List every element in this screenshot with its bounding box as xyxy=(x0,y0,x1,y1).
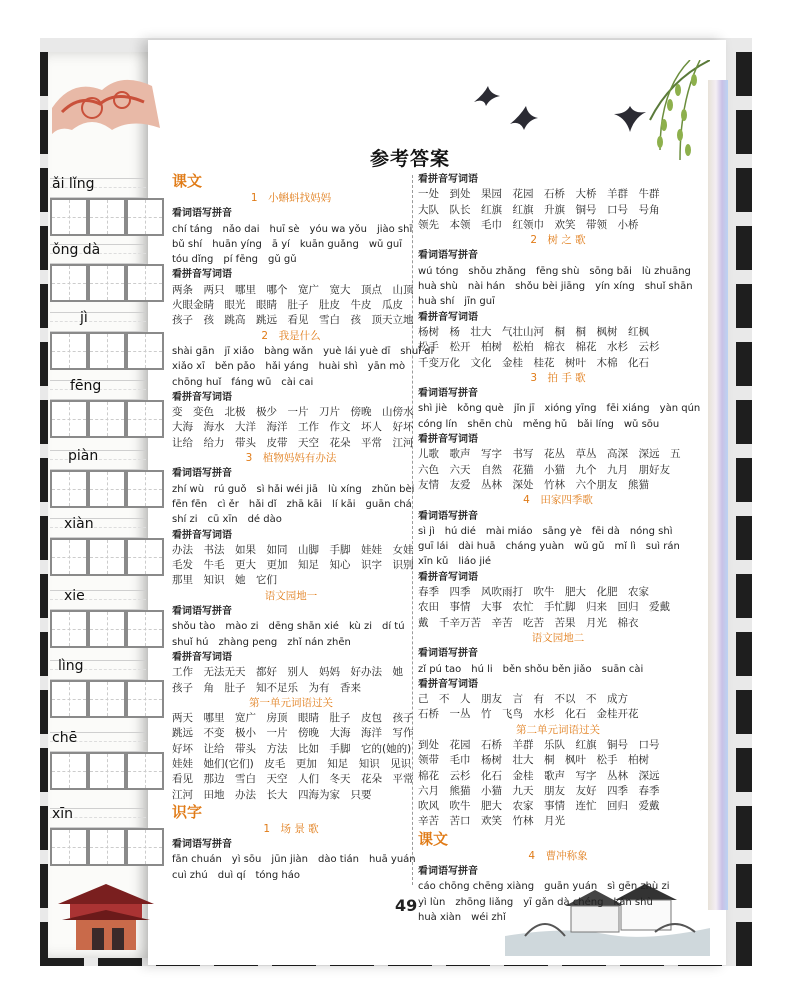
word-answer-line: 春季 四季 风吹雨打 吹牛 肥大 化肥 农家 xyxy=(418,586,649,599)
word-answer-line: 农田 事情 大事 农忙 手忙脚 归来 回归 爱戴 xyxy=(418,601,670,614)
swallow-icon xyxy=(612,104,648,134)
exercise-label: 看拼音写词语 xyxy=(172,529,232,541)
exercise-label: 看拼音写词语 xyxy=(172,269,232,281)
pinyin-label: xīn xyxy=(52,806,74,822)
exercise-label: 看拼音写词语 xyxy=(418,174,478,185)
pinyin-answer-line: yì lùn zhōng liǎng yī gǎn dà chéng kǎn shù xyxy=(418,896,653,908)
pinyin-label: fēng xyxy=(70,378,102,394)
pinyin-answer-line: bǔ shí huān yíng ā yí kuān guǎng wǔ guī xyxy=(172,238,403,250)
lesson-title: 第二单元词语过关 xyxy=(516,723,600,736)
word-answer-line: 变 变色 北极 极少 一片 刀片 傍晚 山傍水 xyxy=(172,406,414,419)
lesson-title: 语文园地二 xyxy=(531,631,585,644)
word-answer-line: 松手 松开 柏树 松柏 棉衣 棉花 水杉 云杉 xyxy=(418,341,660,354)
word-answer-line: 工作 无法无天 都好 别人 妈妈 好办法 她 xyxy=(172,666,403,679)
exercise-label: 看拼音写词语 xyxy=(418,571,478,583)
pinyin-answer-line: huà shí jīn guī xyxy=(418,296,495,308)
exercise-label: 看拼音写词语 xyxy=(172,651,232,663)
pinyin-answer-line: wú tóng shǒu zhǎng fēng shù sōng bǎi lù zhuāng xyxy=(418,265,691,277)
lesson-title: 3 拍 手 歌 xyxy=(530,371,586,384)
exercise-label: 看词语写拼音 xyxy=(172,468,232,480)
pinyin-answer-line: shì jiè kǒng què jǐn jī xióng yīng fēi xiáng yàn qún xyxy=(418,403,701,415)
exercise-label: 看拼音写词语 xyxy=(418,434,478,446)
word-answer-line: 一处 到处 果园 花园 石桥 大桥 羊群 牛群 xyxy=(418,188,660,201)
section-heading: 识字 xyxy=(172,802,203,821)
swallow-icon xyxy=(472,84,502,108)
pinyin-answer-line: huà shù nài hán shǒu bèi jiāng yín xíng shuǐ shān xyxy=(418,281,693,293)
lesson-title: 1 场 景 歌 xyxy=(263,822,319,835)
pinyin-answer-line: cáo chōng chēng xiàng guān yuán sì gēn zhù zi xyxy=(418,881,670,893)
word-answer-line: 看见 那边 雪白 天空 人们 冬天 花朵 平常 xyxy=(172,773,414,786)
exercise-label: 看词语写拼音 xyxy=(172,839,232,851)
pinyin-answer-line: zǐ pú tao hú li běn shǒu běn jiǎo suān cài xyxy=(418,663,644,675)
word-answer-line: 两天 哪里 宽广 房顶 眼睛 肚子 皮包 孩子 xyxy=(172,712,414,725)
pinyin-label: piàn xyxy=(68,448,99,464)
word-answer-line: 六月 熊猫 小猫 九天 朋友 友好 四季 春季 xyxy=(418,784,660,797)
pinyin-answer-line: huà xiàn wéi zhǐ xyxy=(418,911,506,923)
word-answer-line: 领带 毛巾 杨树 壮大 桐 枫叶 松手 柏树 xyxy=(418,754,649,767)
word-answer-line: 两条 两只 哪里 哪个 宽广 宽大 顶点 山顶 xyxy=(172,283,414,296)
word-answer-line: 到处 花园 石桥 羊群 乐队 红旗 铜号 口号 xyxy=(418,738,660,751)
word-answer-line: 千变万化 文化 金桂 桂花 树叶 木棉 化石 xyxy=(418,356,649,369)
word-answer-line: 火眼金睛 眼光 眼睛 肚子 肚皮 牛皮 瓜皮 xyxy=(172,299,403,312)
cloud-decoration xyxy=(52,68,160,148)
page-number: 49 xyxy=(395,896,418,915)
exercise-label: 看词语写拼音 xyxy=(172,208,232,220)
word-answer-line: 娃娃 她们(它们) 皮毛 更加 知足 知识 见识 xyxy=(172,757,412,770)
section-heading: 课文 xyxy=(172,172,203,190)
pinyin-answer-line: fēn fēn cì ěr hǎi dǐ zhā kāi lí kāi guān chá xyxy=(172,498,412,510)
word-answer-line: 让给 给力 带头 皮带 天空 花朵 平常 江河 xyxy=(172,436,414,449)
pinyin-answer-line: fān chuán yì sōu jūn jiàn dào tián huā yuán xyxy=(172,854,416,866)
word-answer-line: 江河 田地 办法 长大 四海为家 只要 xyxy=(172,788,372,801)
pinyin-label: lìng xyxy=(58,658,84,674)
word-answer-line: 孩子 角 肚子 知不足乐 为有 香来 xyxy=(172,681,361,694)
word-answer-line: 大队 队长 红旗 红旗 升旗 铜号 口号 号角 xyxy=(418,203,660,216)
word-answer-line: 儿歌 歌声 写字 书写 花丛 草丛 高深 深远 五 xyxy=(418,448,681,461)
word-answer-line: 杨树 杨 壮大 气壮山河 桐 桐 枫树 红枫 xyxy=(418,325,649,338)
pinyin-answer-line: tóu dǐng pí fēng gǔ gǔ xyxy=(172,254,297,266)
word-answer-line: 辛苦 苦口 欢笑 竹林 月光 xyxy=(418,815,565,828)
answer-column-left xyxy=(172,172,434,883)
answer-column-right xyxy=(418,172,701,925)
exercise-label: 看词语写拼音 xyxy=(172,606,232,618)
swallow-icon xyxy=(508,104,540,132)
pinyin-answer-line: shuǐ hú zhàng peng zhǐ nán zhēn xyxy=(172,636,351,648)
page-title: 参考答案 xyxy=(370,148,451,170)
pinyin-answer-line: chí táng nǎo dai huī sè yóu wa yǒu jiào shī xyxy=(172,223,413,235)
pinyin-answer-line: shí zi cū xīn dé dào xyxy=(172,514,282,526)
lesson-title: 4 曹冲称象 xyxy=(528,849,588,862)
pinyin-answer-line: shǒu tào mào zi dēng shān xié kù zi dí tú xyxy=(172,621,405,633)
word-answer-line: 吹风 吹牛 肥大 农家 事情 连忙 回归 爱戴 xyxy=(418,800,660,813)
lesson-title: 第一单元词语过关 xyxy=(249,696,333,709)
word-answer-line: 领先 本领 毛巾 红领巾 欢笑 带领 小桥 xyxy=(418,218,639,231)
word-answer-line: 友情 友爱 丛林 深处 竹林 六个朋友 熊猫 xyxy=(418,478,649,491)
word-answer-line: 石桥 一丛 竹 飞鸟 水杉 化石 金桂开花 xyxy=(418,708,639,721)
lesson-title: 1 小蝌蚪找妈妈 xyxy=(250,192,332,204)
word-answer-line: 己 不 人 朋友 言 有 不以 不 成方 xyxy=(418,693,628,706)
word-answer-line: 六色 六天 自然 花猫 小猫 九个 九月 朋好友 xyxy=(418,463,670,476)
pinyin-answer-line: sì jì hú dié mài miáo sāng yè fēi dà nóng shì xyxy=(418,525,673,537)
pinyin-answer-line: chōng huǐ fáng wū cài cai xyxy=(172,376,314,388)
lesson-title: 3 植物妈妈有办法 xyxy=(245,452,337,465)
pinyin-answer-line: xiǎo xī běn pǎo hǎi yáng huài shì yān mò xyxy=(172,361,406,373)
exercise-label: 看拼音写词语 xyxy=(418,678,478,690)
pinyin-answer-line: cóng lín shēn chù měng hǔ bǎi líng wǔ sōu xyxy=(418,418,660,430)
pinyin-label: chē xyxy=(52,730,78,746)
word-answer-line: 那里 知识 她 它们 xyxy=(172,574,277,587)
lesson-title: 2 我是什么 xyxy=(261,329,321,342)
exercise-label: 看词语写拼音 xyxy=(418,250,478,262)
lesson-title: 语文园地一 xyxy=(264,589,318,602)
exercise-label: 看词语写拼音 xyxy=(418,648,478,660)
pinyin-label: jì xyxy=(80,310,88,326)
pavilion-decoration xyxy=(52,880,160,960)
pinyin-answer-line: guī lái dài huā cháng yuàn wǔ gǔ mǐ lì suì rán xyxy=(418,541,680,553)
pinyin-label: ǒng dà xyxy=(52,242,101,258)
pinyin-answer-line: xīn kǔ liáo jié xyxy=(418,556,492,568)
page-edge xyxy=(708,80,728,910)
word-answer-line: 大海 海水 大洋 海洋 工作 作文 坏人 好坏 xyxy=(172,421,414,434)
word-answer-line: 孩子 孩 跳高 跳远 看见 雪白 孩 顶天立地 xyxy=(172,314,414,327)
exercise-label: 看词语写拼音 xyxy=(418,866,478,878)
pinyin-label: xiàn xyxy=(64,516,94,532)
word-answer-line: 跳远 不变 极小 一片 傍晚 大海 海洋 写作 xyxy=(172,727,414,740)
word-answer-line: 棉花 云杉 化石 金桂 歌声 写字 丛林 深远 xyxy=(418,769,660,782)
exercise-label: 看拼音写词语 xyxy=(418,311,478,323)
word-answer-line: 毛发 牛毛 更大 更加 知足 知心 识字 识别 xyxy=(172,559,414,572)
word-answer-line: 好坏 让给 带头 方法 比如 手脚 它的(她的) xyxy=(172,742,412,755)
pinyin-answer-line: zhí wù rú guǒ sì hǎi wéi jiā lù xíng zhǔn bèi xyxy=(172,483,415,495)
pinyin-answer-line: shài gān jī xiǎo bàng wǎn yuè lái yuè dī shuǐ dī xyxy=(172,345,434,357)
word-answer-line: 办法 书法 如果 如同 山脚 手脚 娃娃 女娃 xyxy=(172,543,414,556)
section-heading: 课文 xyxy=(418,829,449,848)
lesson-title: 2 树 之 歌 xyxy=(530,234,586,247)
exercise-label: 看词语写拼音 xyxy=(418,388,478,400)
pinyin-answer-line: cuì zhú duì qí tóng háo xyxy=(172,869,300,881)
exercise-label: 看词语写拼音 xyxy=(418,510,478,522)
pinyin-label: xie xyxy=(64,588,85,604)
pinyin-label: ǎi lǐng xyxy=(52,176,95,192)
exercise-label: 看拼音写词语 xyxy=(172,391,232,403)
lesson-title: 4 田家四季歌 xyxy=(523,494,593,507)
word-answer-line: 戴 千辛万苦 辛苦 吃苦 苦果 月光 棉衣 xyxy=(418,616,639,629)
